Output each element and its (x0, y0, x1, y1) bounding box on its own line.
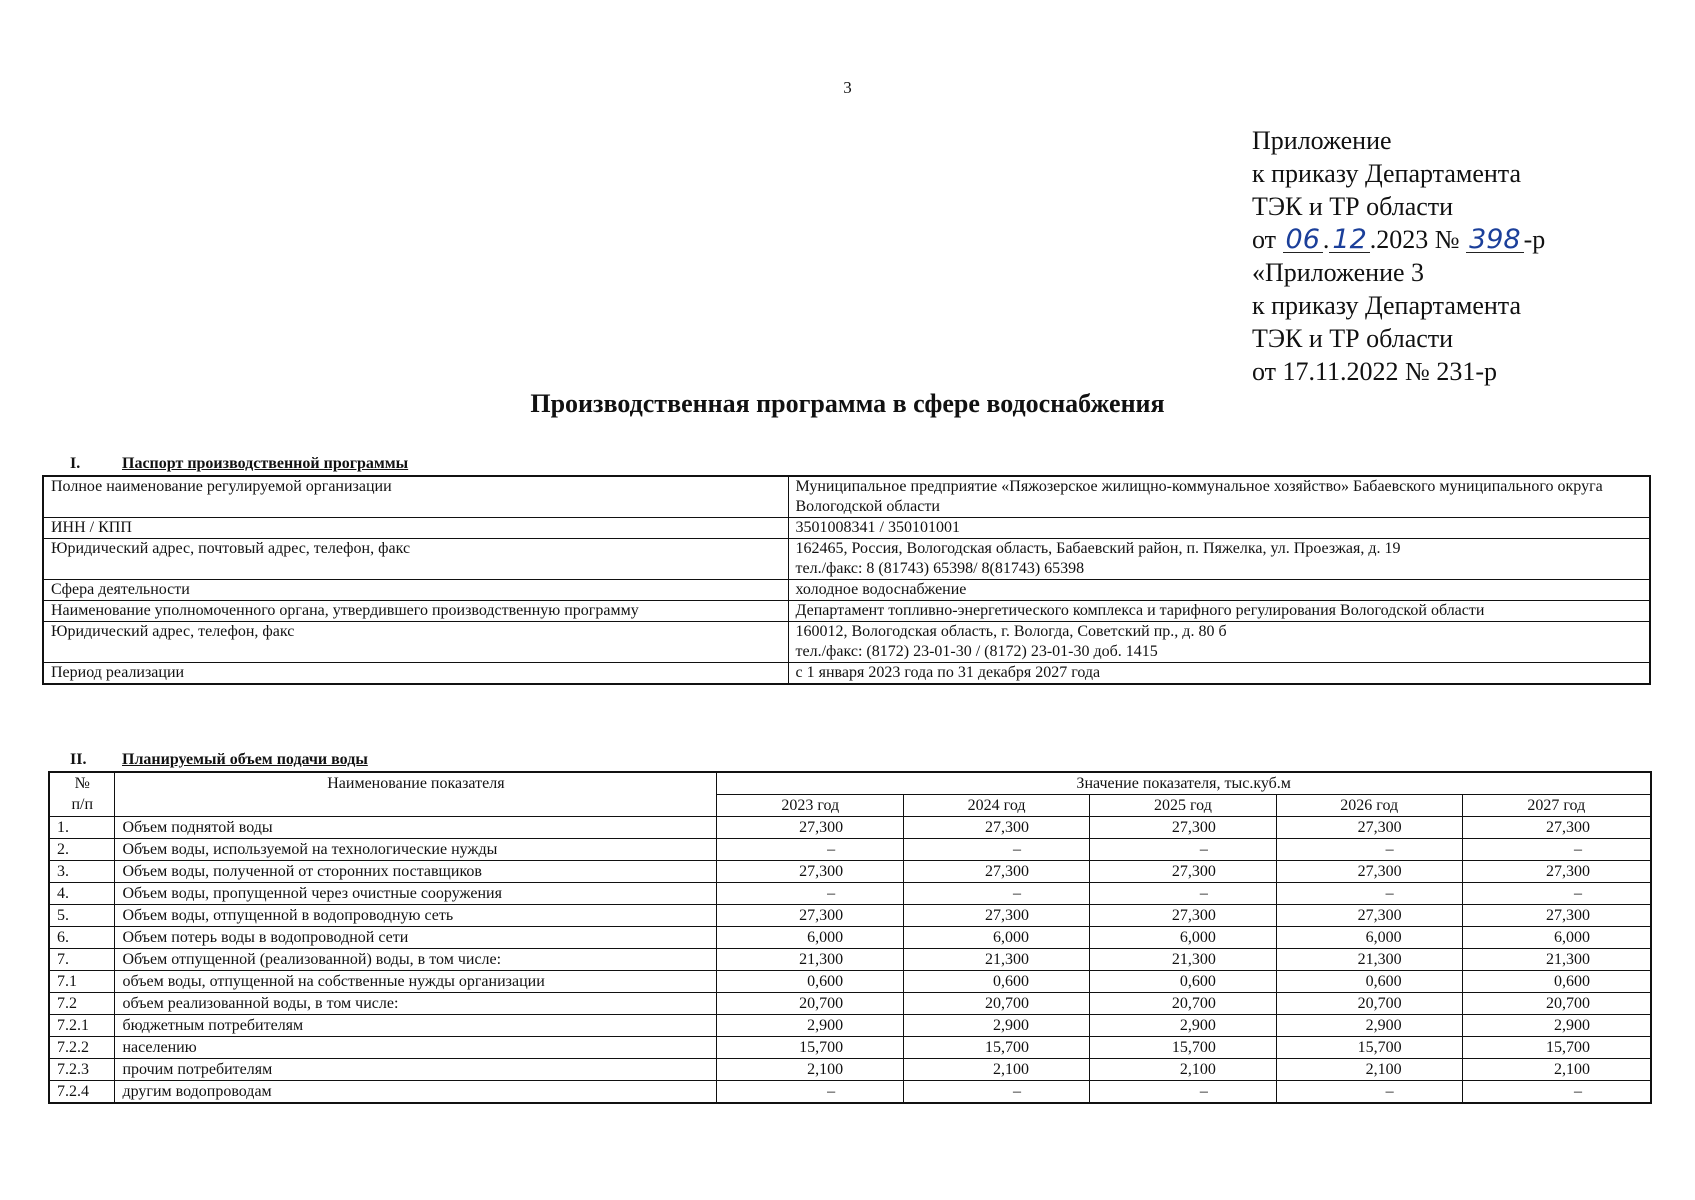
indicator-value: 27,300 (717, 861, 904, 883)
section-1-title: Паспорт производственной программы (122, 455, 409, 472)
passport-value-line: тел./факс: 8 (81743) 65398/ 8(81743) 65398 (795, 560, 1085, 577)
indicator-name: объем реализованной воды, в том числе: (115, 993, 717, 1015)
header-num (49, 772, 115, 817)
indicator-value: 2,900 (1462, 1015, 1651, 1037)
annex-order-prefix: от (1252, 225, 1277, 254)
indicator-value: 6,000 (904, 927, 1090, 949)
indicator-value: 20,700 (1276, 993, 1462, 1015)
indicator-value: 15,700 (1276, 1037, 1462, 1059)
passport-value: холодное водоснабжение (788, 580, 1650, 601)
indicator-value: 27,300 (717, 905, 904, 927)
table-row (43, 601, 1650, 622)
indicator-value: 27,300 (1090, 861, 1277, 883)
indicator-value: 21,300 (1090, 949, 1277, 971)
indicator-value: – (717, 839, 904, 861)
indicator-value: 0,600 (1462, 971, 1651, 993)
indicator-value: – (904, 883, 1090, 905)
indicator-value: 20,700 (1462, 993, 1651, 1015)
indicator-value: – (1276, 1081, 1462, 1104)
table-row (49, 971, 1651, 993)
section-2-number: II. (70, 751, 87, 768)
indicator-name: объем воды, отпущенной на собственные нужды организации (115, 971, 717, 993)
indicator-value: 20,700 (1090, 993, 1277, 1015)
table-row (49, 993, 1651, 1015)
water-volume-table (48, 771, 1652, 1104)
header-indicator-name: Наименование показателя (115, 772, 717, 817)
table-row (49, 883, 1651, 905)
indicator-value: 27,300 (1462, 905, 1651, 927)
page-number: 3 (843, 78, 852, 97)
section-2-title: Планируемый объем подачи воды (122, 751, 368, 768)
table-row (43, 663, 1650, 685)
passport-value-line: 162465, Россия, Вологодская область, Бабаевский район, п. Пяжелка, ул. Проезжая, д. 19 (795, 540, 1401, 557)
indicator-value: – (1090, 839, 1277, 861)
header-year: 2026 год (1276, 795, 1462, 817)
annex-line-8: от 17.11.2022 № 231-р (1252, 357, 1498, 386)
table-row (49, 1037, 1651, 1059)
header-indicator-values: Значение показателя, тыс.куб.м (717, 772, 1651, 795)
indicator-value: 0,600 (1090, 971, 1277, 993)
indicator-value: 20,700 (717, 993, 904, 1015)
row-number: 2. (49, 839, 115, 861)
indicator-value: 15,700 (1462, 1037, 1651, 1059)
indicator-value: 27,300 (1276, 905, 1462, 927)
handwritten-month: 12 (1329, 228, 1369, 253)
passport-value-line: 160012, Вологодская область, г. Вологда, Советский пр., д. 80 б (795, 623, 1227, 640)
indicator-value: – (1090, 883, 1277, 905)
row-number: 7.2.1 (49, 1015, 115, 1037)
indicator-value: – (1090, 1081, 1277, 1104)
indicator-value: 27,300 (1462, 817, 1651, 839)
indicator-name: населению (115, 1037, 717, 1059)
section-2-heading (70, 751, 368, 769)
indicator-value: – (1462, 883, 1651, 905)
indicator-value: 2,900 (717, 1015, 904, 1037)
indicator-value: 27,300 (1090, 905, 1277, 927)
indicator-value: 2,900 (1276, 1015, 1462, 1037)
indicator-value: 20,700 (904, 993, 1090, 1015)
passport-table (42, 475, 1651, 685)
row-number: 7.2 (49, 993, 115, 1015)
indicator-value: 6,000 (1276, 927, 1462, 949)
indicator-value: – (904, 839, 1090, 861)
table-row (49, 1059, 1651, 1081)
passport-value (788, 539, 1650, 580)
indicator-name: бюджетным потребителям (115, 1015, 717, 1037)
indicator-value: 15,700 (904, 1037, 1090, 1059)
indicator-name: Объем поднятой воды (115, 817, 717, 839)
indicator-value: 21,300 (717, 949, 904, 971)
indicator-name: Объем воды, отпущенной в водопроводную сеть (115, 905, 717, 927)
passport-label: Наименование уполномоченного органа, утвердившего производственную программу (43, 601, 788, 622)
annex-line-3: ТЭК и ТР области (1252, 192, 1454, 221)
annex-line-5: «Приложение 3 (1252, 258, 1425, 287)
passport-value-line: тел./факс: (8172) 23-01-30 / (8172) 23-01-30 доб. 1415 (795, 643, 1158, 660)
header-year: 2027 год (1462, 795, 1651, 817)
indicator-value: – (904, 1081, 1090, 1104)
row-number: 7. (49, 949, 115, 971)
header-num-line: п/п (71, 796, 94, 813)
section-1-heading (70, 455, 408, 473)
indicator-value: 27,300 (717, 817, 904, 839)
table-row (49, 905, 1651, 927)
passport-label: Юридический адрес, телефон, факс (43, 622, 788, 663)
passport-label: Полное наименование регулируемой организации (43, 476, 788, 518)
table-row (49, 949, 1651, 971)
indicator-value: 21,300 (1462, 949, 1651, 971)
indicator-value: 27,300 (1276, 817, 1462, 839)
indicator-value: 27,300 (1276, 861, 1462, 883)
annex-line-7: ТЭК и ТР области (1252, 324, 1454, 353)
annex-line-6: к приказу Департамента (1252, 291, 1522, 320)
indicator-value: – (717, 1081, 904, 1104)
table-row (43, 622, 1650, 663)
passport-value: Муниципальное предприятие «Пяжозерское жилищно-коммунальное хозяйство» Бабаевского муниципального округа Вологодской области (788, 476, 1650, 518)
table-row (43, 476, 1650, 518)
passport-label: Период реализации (43, 663, 788, 685)
annex-order-date-line: от 06 . 12 .2023 № 398 -р (1252, 224, 1546, 255)
indicator-value: 27,300 (904, 861, 1090, 883)
passport-label: Сфера деятельности (43, 580, 788, 601)
row-number: 3. (49, 861, 115, 883)
indicator-value: 2,900 (904, 1015, 1090, 1037)
row-number: 7.1 (49, 971, 115, 993)
annex-line-2: к приказу Департамента (1252, 159, 1522, 188)
row-number: 7.2.3 (49, 1059, 115, 1081)
header-num-line: № (74, 775, 90, 792)
header-year: 2025 год (1090, 795, 1277, 817)
row-number: 1. (49, 817, 115, 839)
passport-value: Департамент топливно-энергетического комплекса и тарифного регулирования Вологодской области (788, 601, 1650, 622)
row-number: 5. (49, 905, 115, 927)
table-header-row (49, 772, 1651, 795)
row-number: 6. (49, 927, 115, 949)
passport-value (788, 622, 1650, 663)
passport-value: 3501008341 / 350101001 (788, 518, 1650, 539)
indicator-value: 27,300 (1462, 861, 1651, 883)
indicator-value: 6,000 (717, 927, 904, 949)
annex-order-suffix: -р (1523, 225, 1546, 254)
annex-line-1: Приложение (1252, 126, 1392, 155)
indicator-value: 27,300 (1090, 817, 1277, 839)
table-row (49, 1081, 1651, 1104)
indicator-value: 2,100 (1462, 1059, 1651, 1081)
indicator-value: 6,000 (1462, 927, 1651, 949)
indicator-value: – (1462, 839, 1651, 861)
handwritten-day: 06 (1283, 228, 1323, 253)
table-row (49, 839, 1651, 861)
annex-order-year: .2023 № (1369, 225, 1460, 254)
indicator-value: 2,100 (1090, 1059, 1277, 1081)
indicator-value: 0,600 (1276, 971, 1462, 993)
indicator-value: – (1462, 1081, 1651, 1104)
indicator-name: Объем потерь воды в водопроводной сети (115, 927, 717, 949)
indicator-name: Объем воды, полученной от сторонних поставщиков (115, 861, 717, 883)
passport-label: Юридический адрес, почтовый адрес, телефон, факс (43, 539, 788, 580)
table-row (49, 817, 1651, 839)
indicator-value: 2,900 (1090, 1015, 1277, 1037)
row-number: 7.2.4 (49, 1081, 115, 1104)
indicator-value: 21,300 (904, 949, 1090, 971)
row-number: 7.2.2 (49, 1037, 115, 1059)
indicator-name: Объем отпущенной (реализованной) воды, в том числе: (115, 949, 717, 971)
table-row (43, 580, 1650, 601)
table-row (43, 539, 1650, 580)
header-year: 2023 год (717, 795, 904, 817)
indicator-name: прочим потребителям (115, 1059, 717, 1081)
indicator-value: 15,700 (717, 1037, 904, 1059)
section-1-number: I. (70, 455, 81, 472)
indicator-value: 27,300 (904, 905, 1090, 927)
indicator-value: 0,600 (717, 971, 904, 993)
indicator-name: Объем воды, пропущенной через очистные сооружения (115, 883, 717, 905)
row-number: 4. (49, 883, 115, 905)
indicator-value: – (1276, 839, 1462, 861)
indicator-value: – (1276, 883, 1462, 905)
document-title: Производственная программа в сфере водоснабжения (530, 389, 1165, 418)
water-volume-table-body (49, 817, 1651, 1104)
indicator-name: другим водопроводам (115, 1081, 717, 1104)
handwritten-order-number: 398 (1466, 228, 1524, 253)
indicator-value: 2,100 (904, 1059, 1090, 1081)
header-year: 2024 год (904, 795, 1090, 817)
indicator-name: Объем воды, используемой на технологические нужды (115, 839, 717, 861)
table-row (49, 927, 1651, 949)
indicator-value: 2,100 (717, 1059, 904, 1081)
indicator-value: 27,300 (904, 817, 1090, 839)
annex-block (1252, 124, 1545, 388)
indicator-value: – (717, 883, 904, 905)
table-row (49, 1015, 1651, 1037)
indicator-value: 15,700 (1090, 1037, 1277, 1059)
table-row (43, 518, 1650, 539)
indicator-value: 21,300 (1276, 949, 1462, 971)
passport-label: ИНН / КПП (43, 518, 788, 539)
table-row (49, 861, 1651, 883)
passport-value: с 1 января 2023 года по 31 декабря 2027 года (788, 663, 1650, 685)
indicator-value: 0,600 (904, 971, 1090, 993)
indicator-value: 6,000 (1090, 927, 1277, 949)
indicator-value: 2,100 (1276, 1059, 1462, 1081)
